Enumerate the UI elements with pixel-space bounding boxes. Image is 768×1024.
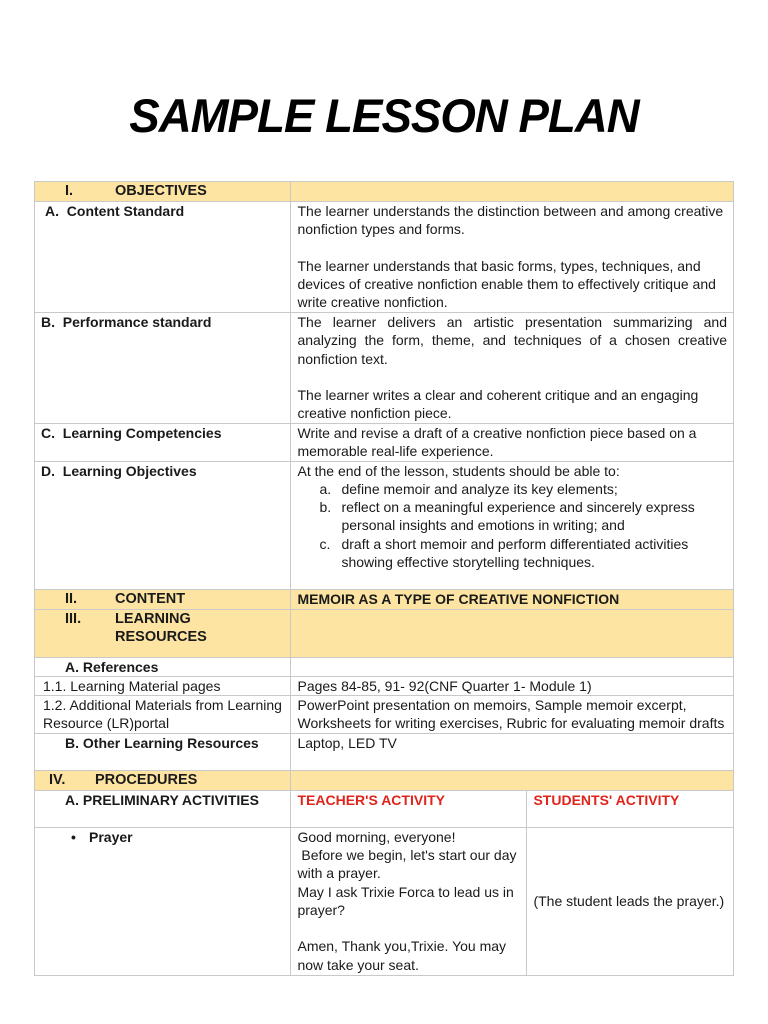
content-standard-p1: The learner understands the distinction between and among creative nonfiction types and forms.: [297, 203, 724, 238]
list-item: c. draft a short memoir and perform differentiated activities showing effective storytelling techniques.: [319, 535, 689, 571]
additional-materials-row: [35, 696, 734, 734]
item-letter: A.: [45, 203, 59, 219]
performance-standard-text: [291, 313, 734, 424]
references-row: [35, 657, 734, 676]
procedures-value: [291, 770, 734, 790]
objectives-header: [35, 182, 291, 202]
preliminary-label: A. PRELIMINARY ACTIVITIES: [35, 790, 291, 827]
section-label: CONTENT: [115, 590, 186, 607]
content-standard-p2: The learner understands that basic forms, types, techniques, and devices of creative nonfiction enable them to effectively critique and write creative nonfiction.: [297, 257, 716, 311]
learning-competencies-text: Write and revise a draft of a creative nonfiction piece based on a memorable real-life experience.: [291, 424, 734, 462]
section-number: II.: [65, 590, 78, 607]
references-label: A. References: [35, 657, 291, 676]
page-title: SAMPLE LESSON PLAN: [129, 89, 639, 142]
item-letter: B.: [41, 314, 55, 330]
content-standard-label: [35, 202, 291, 313]
learning-resources-value: [291, 609, 734, 657]
learning-objectives-list: [297, 480, 727, 571]
prayer-label: Prayer: [89, 828, 133, 845]
learning-material-value: Pages 84-85, 91- 92(CNF Quarter 1- Module 1): [291, 676, 734, 695]
learning-resources-header: [35, 609, 291, 657]
content-standard-row: [35, 202, 734, 313]
content-value: MEMOIR AS A TYPE OF CREATIVE NONFICTION: [291, 589, 734, 609]
learning-objectives-row: [35, 461, 734, 589]
additional-materials-value: PowerPoint presentation on memoirs, Sample memoir excerpt, Worksheets for writing exercises, Rubric for evaluating memoir drafts: [291, 696, 734, 734]
procedures-row: [35, 770, 734, 790]
prayer-label-cell: [35, 827, 291, 975]
prayer-teacher-line: May I ask Trixie Forca to lead us in prayer?: [297, 883, 514, 918]
prayer-teacher-text: [291, 827, 527, 975]
content-row: [35, 589, 734, 609]
lesson-plan-table: [34, 181, 734, 976]
learning-resources-row: [35, 609, 734, 657]
other-resources-row: [35, 733, 734, 770]
additional-materials-label: 1.2. Additional Materials from Learning Resource (LR)portal: [35, 696, 291, 734]
teacher-activity-header: TEACHER'S ACTIVITY: [291, 790, 527, 827]
other-resources-label: B. Other Learning Resources: [35, 733, 291, 770]
learning-objectives-text: [291, 461, 734, 589]
performance-standard-row: [35, 313, 734, 424]
content-standard-text: [291, 202, 734, 313]
learning-material-label: 1.1. Learning Material pages: [35, 676, 291, 695]
prayer-student-text: (The student leads the prayer.): [527, 827, 734, 975]
list-item: a. define memoir and analyze its key elements;: [319, 480, 618, 497]
objectives-value: [291, 182, 734, 202]
list-item: b. reflect on a meaningful experience and sincerely express personal insights and emotions in writing; and: [319, 499, 695, 534]
item-label: Learning Objectives: [62, 462, 197, 479]
section-label: OBJECTIVES: [115, 183, 207, 199]
learning-competencies-label: [35, 424, 291, 462]
content-header: [35, 589, 291, 609]
references-value: [291, 657, 734, 676]
prayer-teacher-line: Good morning, everyone!: [297, 828, 456, 845]
bullet-icon: •: [71, 828, 76, 845]
prayer-row: [35, 827, 734, 975]
item-label: Learning Competencies: [62, 425, 222, 441]
item-label: Performance standard: [62, 314, 212, 330]
objectives-row: [35, 182, 734, 202]
item-letter: C.: [41, 425, 55, 441]
section-number: IV.: [49, 771, 66, 788]
section-label: PROCEDURES: [95, 771, 198, 788]
learning-objectives-intro: At the end of the lesson, students should be able to:: [297, 462, 620, 479]
prayer-teacher-line: Amen, Thank you,Trixie. You may now take your seat.: [297, 938, 507, 973]
prayer-teacher-line: Before we begin, let's start our day with a prayer.: [297, 847, 521, 882]
section-label: LEARNING RESOURCES: [115, 610, 207, 645]
procedures-header: [35, 770, 291, 790]
learning-competencies-row: [35, 424, 734, 462]
item-label: Content Standard: [66, 203, 185, 219]
preliminary-row: [35, 790, 734, 827]
students-activity-header: STUDENTS' ACTIVITY: [527, 790, 734, 827]
performance-standard-p1: The learner delivers an artistic presentation summarizing and analyzing the form, theme, and techniques of a chosen creative nonfiction text.: [297, 314, 727, 367]
item-letter: D.: [41, 462, 55, 479]
performance-standard-label: [35, 313, 291, 424]
learning-objectives-label: [35, 461, 291, 589]
performance-standard-p2: The learner writes a clear and coherent critique and an engaging creative nonfiction piece.: [297, 386, 699, 422]
learning-material-row: [35, 676, 734, 695]
section-number: III.: [65, 610, 82, 627]
other-resources-value: Laptop, LED TV: [291, 733, 734, 770]
section-number: I.: [65, 183, 74, 199]
